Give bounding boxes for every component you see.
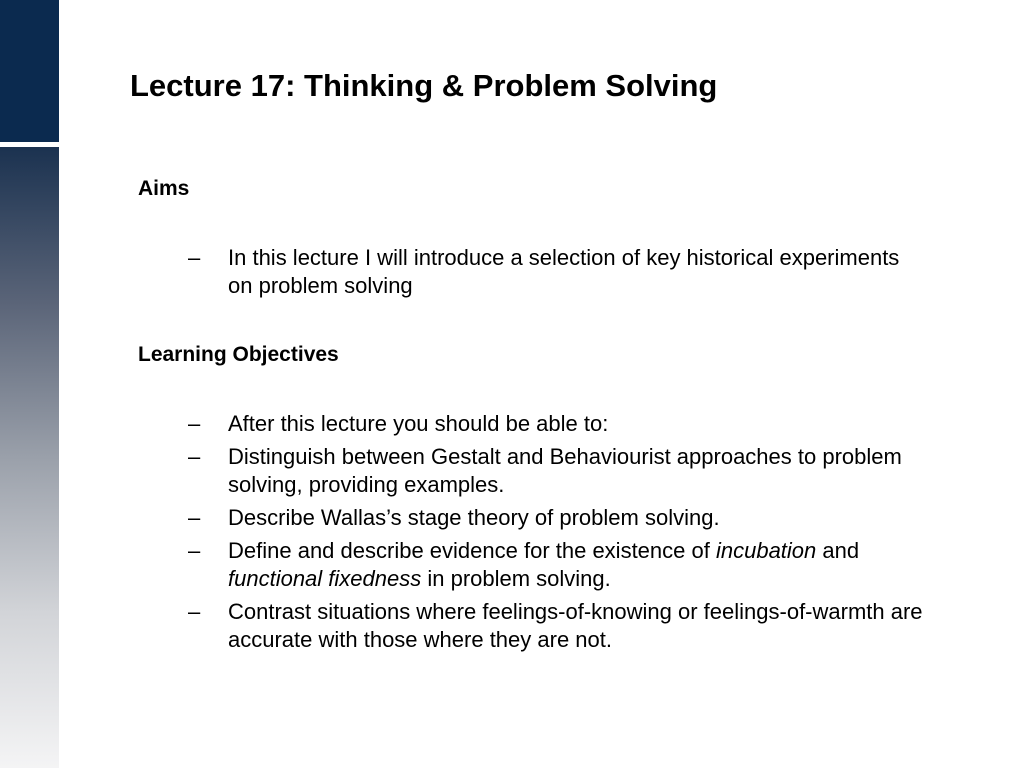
aims-heading: Aims [138,177,190,200]
text-segment: and [816,538,860,563]
text-segment: in problem solving. [421,566,611,591]
bullet-dash: – [188,538,201,563]
aims-list [188,244,928,305]
text-segment: Define and describe evidence for the existence of [228,538,716,563]
list-item-text: In this lecture I will introduce a selection of key historical experiments on problem solving [228,245,900,298]
list-item [188,537,928,593]
term-functional-fixedness: functional fixedness [228,566,422,591]
sidebar-gradient-bar [0,147,59,768]
bullet-dash: – [188,245,201,270]
list-item [188,598,928,654]
bullet-dash: – [188,444,201,469]
list-item-text [228,538,859,591]
list-item-text: Distinguish between Gestalt and Behaviourist approaches to problem solving, providing examples. [228,444,902,497]
list-item [188,504,928,532]
list-item [188,443,928,499]
list-item-text: Contrast situations where feelings-of-knowing or feelings-of-warmth are accurate with those where they are not. [228,599,923,652]
term-incubation: incubation [715,538,817,563]
list-item-text: After this lecture you should be able to: [228,411,609,436]
slide-title: Lecture 17: Thinking & Problem Solving [130,68,718,103]
objectives-list [188,410,928,659]
sidebar-accent-block [0,0,59,142]
bullet-dash: – [188,505,201,530]
bullet-dash: – [188,599,201,624]
list-item [188,244,928,300]
learning-objectives-heading: Learning Objectives [138,343,339,366]
bullet-dash: – [188,411,201,436]
list-item [188,410,928,438]
list-item-text: Describe Wallas’s stage theory of problem solving. [228,505,720,530]
